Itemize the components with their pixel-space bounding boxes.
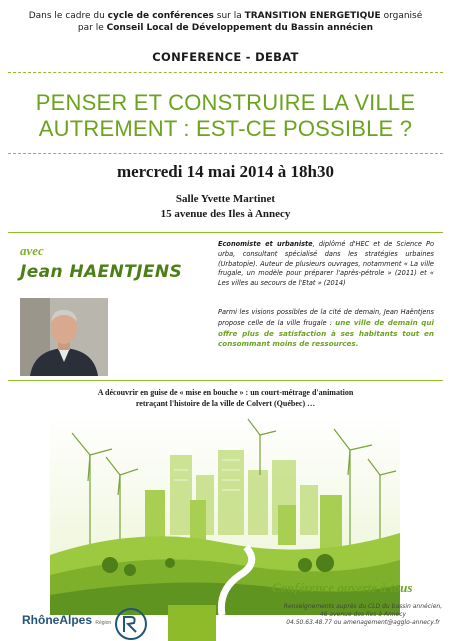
vision-intro: Parmi les visions possibles de la cité de demain, Jean Haëntjens propose celle de la ville frugale : xyxy=(218,308,434,327)
intro-part: Dans le cadre du xyxy=(28,11,108,21)
intro-part: par le xyxy=(77,23,107,33)
contact-line-3[interactable]: 04.50.63.48.77 ou amenagement@agglo-annecy.fr xyxy=(286,619,440,626)
cld-logo xyxy=(168,605,216,641)
speaker-photo xyxy=(20,298,108,376)
bio-details: , diplômé d'HEC et de Science Po urba, consultant spécialisé dans les stratégies urbaines (Urbatopie). Auteur de plusieurs ouvrages, notamment « La ville frugale, un modèle pour préparer l'après-pétrole » (2011) et « Les villes au secours de l'Etat » (2014) xyxy=(218,240,435,288)
contact-line-1: Renseignements auprès du CLD du bassin annécien, xyxy=(283,603,443,610)
contact-info xyxy=(278,603,448,627)
vision-highlight: une ville de demain qui offre plus de satisfaction à ses habitants tout en consommant moins de ressources. xyxy=(218,317,434,349)
film-teaser xyxy=(0,387,451,409)
title-line-2: AUTREMENT : EST-CE POSSIBLE ? xyxy=(38,116,413,141)
teaser-line-2: retraçant l'histoire de la ville de Colvert (Québec) … xyxy=(135,399,316,408)
speaker-portrait-image xyxy=(20,298,108,376)
intro-text xyxy=(0,10,451,34)
venue-hall: Salle Yvette Martinet xyxy=(175,193,276,205)
contact-line-2: 46 avenue des Iles à Annecy xyxy=(319,611,407,618)
divider-speaker xyxy=(8,232,443,233)
page-title xyxy=(0,90,451,142)
speaker-name: Jean HAENTJENS xyxy=(20,262,183,282)
intro-transition: TRANSITION ENERGETIQUE xyxy=(244,11,381,21)
intro-part: sur la xyxy=(213,11,245,21)
divider-middle xyxy=(8,153,443,154)
event-date: mercredi 14 mai 2014 à 18h30 xyxy=(116,162,335,181)
divider-top xyxy=(8,72,443,73)
conference-label: CONFERENCE - DEBAT xyxy=(152,50,299,64)
region-text: Région xyxy=(95,620,112,626)
divider-bottom xyxy=(8,380,443,381)
rhone-alpes-logo xyxy=(22,613,111,627)
teaser-line-1: A découvrir en guise de « mise en bouche » : un court-métrage d'animation xyxy=(97,388,354,397)
intro-cld: Conseil Local de Développement du Bassin annécien xyxy=(106,23,374,33)
rhone-alpes-text: RhôneAlpes xyxy=(22,613,93,627)
speaker-bio xyxy=(218,240,434,289)
venue-address: 15 avenue des Iles à Annecy xyxy=(160,208,291,220)
bio-role: Economiste et urbaniste xyxy=(218,240,313,248)
open-to-all: Conférence ouverte à tous xyxy=(272,580,413,595)
speaker-avec: avec xyxy=(20,243,44,258)
speaker-vision xyxy=(218,308,434,350)
event-venue xyxy=(0,192,451,222)
intro-part: organisé xyxy=(380,11,423,21)
intro-cycle: cycle de conférences xyxy=(107,11,214,21)
title-line-1: PENSER ET CONSTRUIRE LA VILLE xyxy=(35,90,416,115)
ra-circle-logo-icon xyxy=(114,607,148,641)
